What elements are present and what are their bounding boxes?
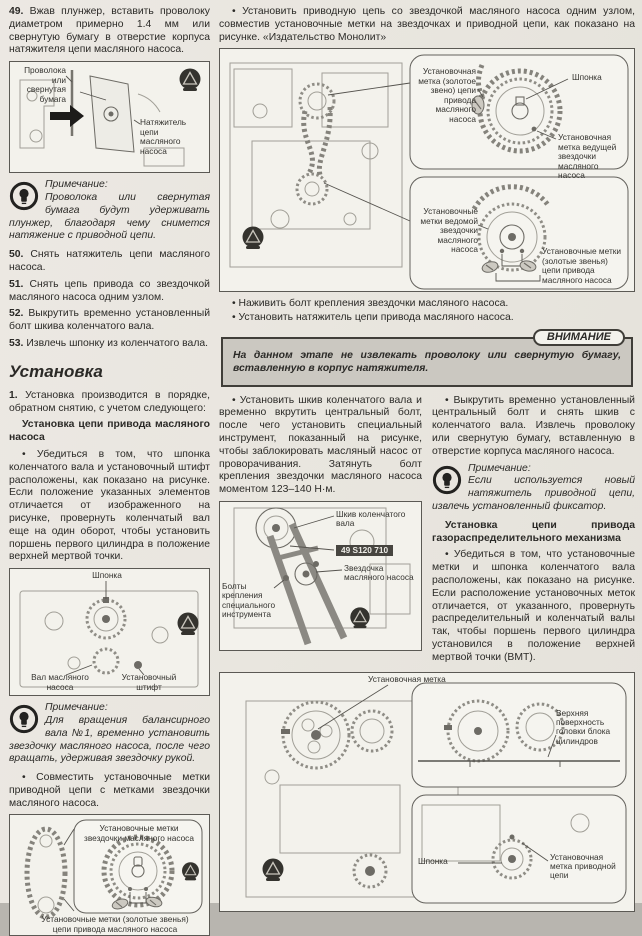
label-oil-pump-shaft: Вал масляного насоса bbox=[31, 672, 89, 692]
warning-box bbox=[221, 330, 633, 387]
note-title-text: Примечание: bbox=[468, 462, 531, 474]
label-sprocket-marks: Установочные метки звездочки масляного насоса bbox=[84, 823, 194, 843]
bullet-install-tensioner: • Установить натяжитель цепи привода масляного насоса. bbox=[232, 312, 514, 324]
label-key: Шпонка bbox=[418, 855, 448, 866]
installation-intro-number: 1. bbox=[9, 389, 18, 401]
bullet-thread-bolt: • Наживить болт крепления звездочки масляного насоса. bbox=[232, 298, 509, 310]
warning-badge: ВНИМАНИЕ bbox=[533, 329, 625, 346]
label-key: Шпонка bbox=[92, 570, 122, 581]
figure-key-and-pin bbox=[9, 568, 210, 696]
monolit-logo-icon bbox=[260, 857, 286, 883]
right-region bbox=[219, 6, 635, 903]
step-49-text: Вжав плунжер, вставить проволоку диаметром примерно 1.4 мм или свернутую бумагу в отверстие корпуса натяжителя цепи масляного насоса. bbox=[9, 6, 210, 56]
step-53-text: Извлечь шпонку из коленчатого вала. bbox=[26, 337, 209, 349]
label-head-surface: Верхняя поверхность головки блока цилиндров bbox=[556, 707, 611, 746]
note-bulb-icon bbox=[432, 465, 462, 495]
label-crank-pulley: Шкив коленчатого вала bbox=[336, 508, 406, 529]
note-title-text: Примечание: bbox=[45, 179, 108, 191]
step-53-number: 53. bbox=[9, 337, 24, 349]
note-3-title bbox=[432, 463, 635, 476]
monolit-logo-icon bbox=[180, 861, 201, 882]
tool-code-badge: 49 S120 710 bbox=[336, 545, 393, 556]
step-52-text: Выкрутить временно установленный болт шкива коленчатого вала. bbox=[9, 308, 210, 333]
right-subcolumn bbox=[432, 395, 635, 669]
label-tensioner: Натяжитель цепи масляного насоса bbox=[140, 117, 187, 156]
figure-oil-pump-tensioner bbox=[9, 61, 210, 173]
figure-oil-pump-chain-marks bbox=[9, 814, 210, 936]
step-50-number: 50. bbox=[9, 249, 24, 261]
bullet-align-marks: • Совместить установочные метки приводной цепи с метками звездочки масляного насоса. bbox=[9, 772, 210, 809]
note-2-text: Для вращения балансирного вала №1, временно установить звездочку масляного насоса, после чего вращать, удерживая звездочку рукой. bbox=[9, 714, 210, 765]
note-3 bbox=[432, 463, 635, 514]
step-51-text: Снять цепь привода со звездочкой масляного насоса одним узлом. bbox=[9, 278, 210, 303]
label-drive-sprocket-mark: Установочная метка ведущей звездочки масляного насоса bbox=[558, 132, 617, 181]
note-2-title bbox=[9, 702, 210, 715]
note-3-text: Если используется новый натяжитель приводной цепи, извлечь установленный фиксатор. bbox=[432, 475, 635, 512]
middle-subcolumn bbox=[219, 395, 422, 669]
figure-timing-marks bbox=[219, 672, 635, 912]
two-column-row bbox=[219, 395, 635, 669]
step-51 bbox=[9, 279, 210, 305]
note-2 bbox=[9, 702, 210, 766]
step-50-text: Снять натяжитель цепи масляного насоса. bbox=[9, 249, 210, 273]
label-locating-pin: Установочный штифт bbox=[121, 672, 177, 692]
step-51-number: 51. bbox=[9, 278, 24, 290]
monolit-logo-icon bbox=[177, 67, 203, 93]
label-chain-mark: Установочная метка приводной цепи bbox=[550, 851, 616, 881]
note-bulb-icon bbox=[9, 181, 39, 211]
label-golden-links: Установочные метки (золотые звенья) цепи привода масляного насоса bbox=[542, 246, 622, 285]
warning-text: На данном этапе не извлекать проволоку или свернутую бумагу, вставленную в корпус натяжителя. bbox=[233, 349, 621, 374]
step-52 bbox=[9, 308, 210, 334]
monolit-logo-icon bbox=[348, 606, 372, 630]
step-50 bbox=[9, 249, 210, 275]
label-wire: Проволока или свернутая бумага bbox=[24, 65, 66, 104]
step-49 bbox=[9, 6, 210, 57]
monolit-logo-icon bbox=[175, 611, 201, 637]
monolit-logo-icon bbox=[240, 225, 266, 251]
note-1-title bbox=[9, 179, 210, 192]
label-oil-pump-sprocket: Звездочка масляного насоса bbox=[344, 562, 414, 583]
label-tool-bolts: Болты крепления специального инструмента bbox=[222, 580, 276, 620]
note-title-text: Примечание: bbox=[45, 702, 108, 714]
label-driven-sprocket-marks: Установочные метки ведомой звездочки масляного насоса bbox=[420, 206, 478, 255]
label-key: Шпонка bbox=[572, 72, 602, 83]
label-gold-link: Установочная метка (золотое звено) цепи привода масляного насоса bbox=[418, 66, 476, 124]
note-bulb-icon bbox=[9, 704, 39, 734]
step-52-number: 52. bbox=[9, 308, 24, 320]
bullet-install-pulley: • Установить шкив коленчатого вала и временно вкрутить центральный болт, после чего установить специальный инструмент, показанный на рисунке, чтобы заблокировать масляный насос от проворачивания. Затянуть болт крепления звездочки масляного насоса моментом 123–140 Н·м. bbox=[219, 394, 422, 496]
installation-intro bbox=[9, 390, 210, 416]
label-golden-links: Установочные метки (золотые звенья) цепи привода масляного насоса bbox=[41, 914, 189, 934]
left-column bbox=[9, 6, 211, 934]
section-heading-installation: Установка bbox=[9, 361, 103, 381]
bullet-check-timing-marks: • Убедиться в том, что установочные метки и шпонка коленчатого вала расположены, как показано на рисунке. Если расположение установочных меток отличается, от указанного, провернуть распределительный и коленчатый валы так, чтобы поршень первого цилиндра установился в положение верхней мертвой точки (ВМТ). bbox=[432, 549, 635, 663]
note-1 bbox=[9, 179, 210, 243]
bullet-install-chain: • Установить приводную цепь со звездочкой масляного насоса одним узлом, совместив установочные метки на звездочках и приводной цепи, как показано на рисунке. «Издательство Монолит» bbox=[219, 6, 635, 43]
installation-intro-text: Установка производится в порядке, обратном снятию, с учетом следующего: bbox=[9, 389, 211, 414]
note-1-text: Проволока или свернутая бумага будут удерживать плунжер, благодаря чему снимется натяжение с приводной цепи. bbox=[9, 191, 210, 242]
subheading-timing-chain: Установка цепи привода газораспределительного механизма bbox=[432, 519, 635, 544]
figure-chain-installation bbox=[219, 48, 635, 292]
bullet-key-pin-check: • Убедиться в том, что шпонка коленчатого вала и установочный штифт расположены, как показано на рисунке. Если положение указанных элементов отличается от изображенного на рисунке, провернуть коленчатый вал еще на один оборот, чтобы установить поршень первого цилиндра в положение верхней мертвой точки. bbox=[9, 448, 210, 563]
step-53 bbox=[9, 338, 210, 351]
subheading-oil-pump-chain: Установка цепи привода масляного насоса bbox=[9, 419, 210, 444]
bullet-remove-bolt: • Выкрутить временно установленный центральный болт и снять шкив с коленчатого вала. Извлечь проволоку или свернутую бумагу, вставленную в отверстие корпуса масляного насоса. bbox=[432, 394, 635, 457]
label-timing-mark: Установочная метка bbox=[368, 673, 446, 684]
step-49-number: 49. bbox=[9, 6, 24, 17]
figure-special-tool bbox=[219, 501, 422, 651]
